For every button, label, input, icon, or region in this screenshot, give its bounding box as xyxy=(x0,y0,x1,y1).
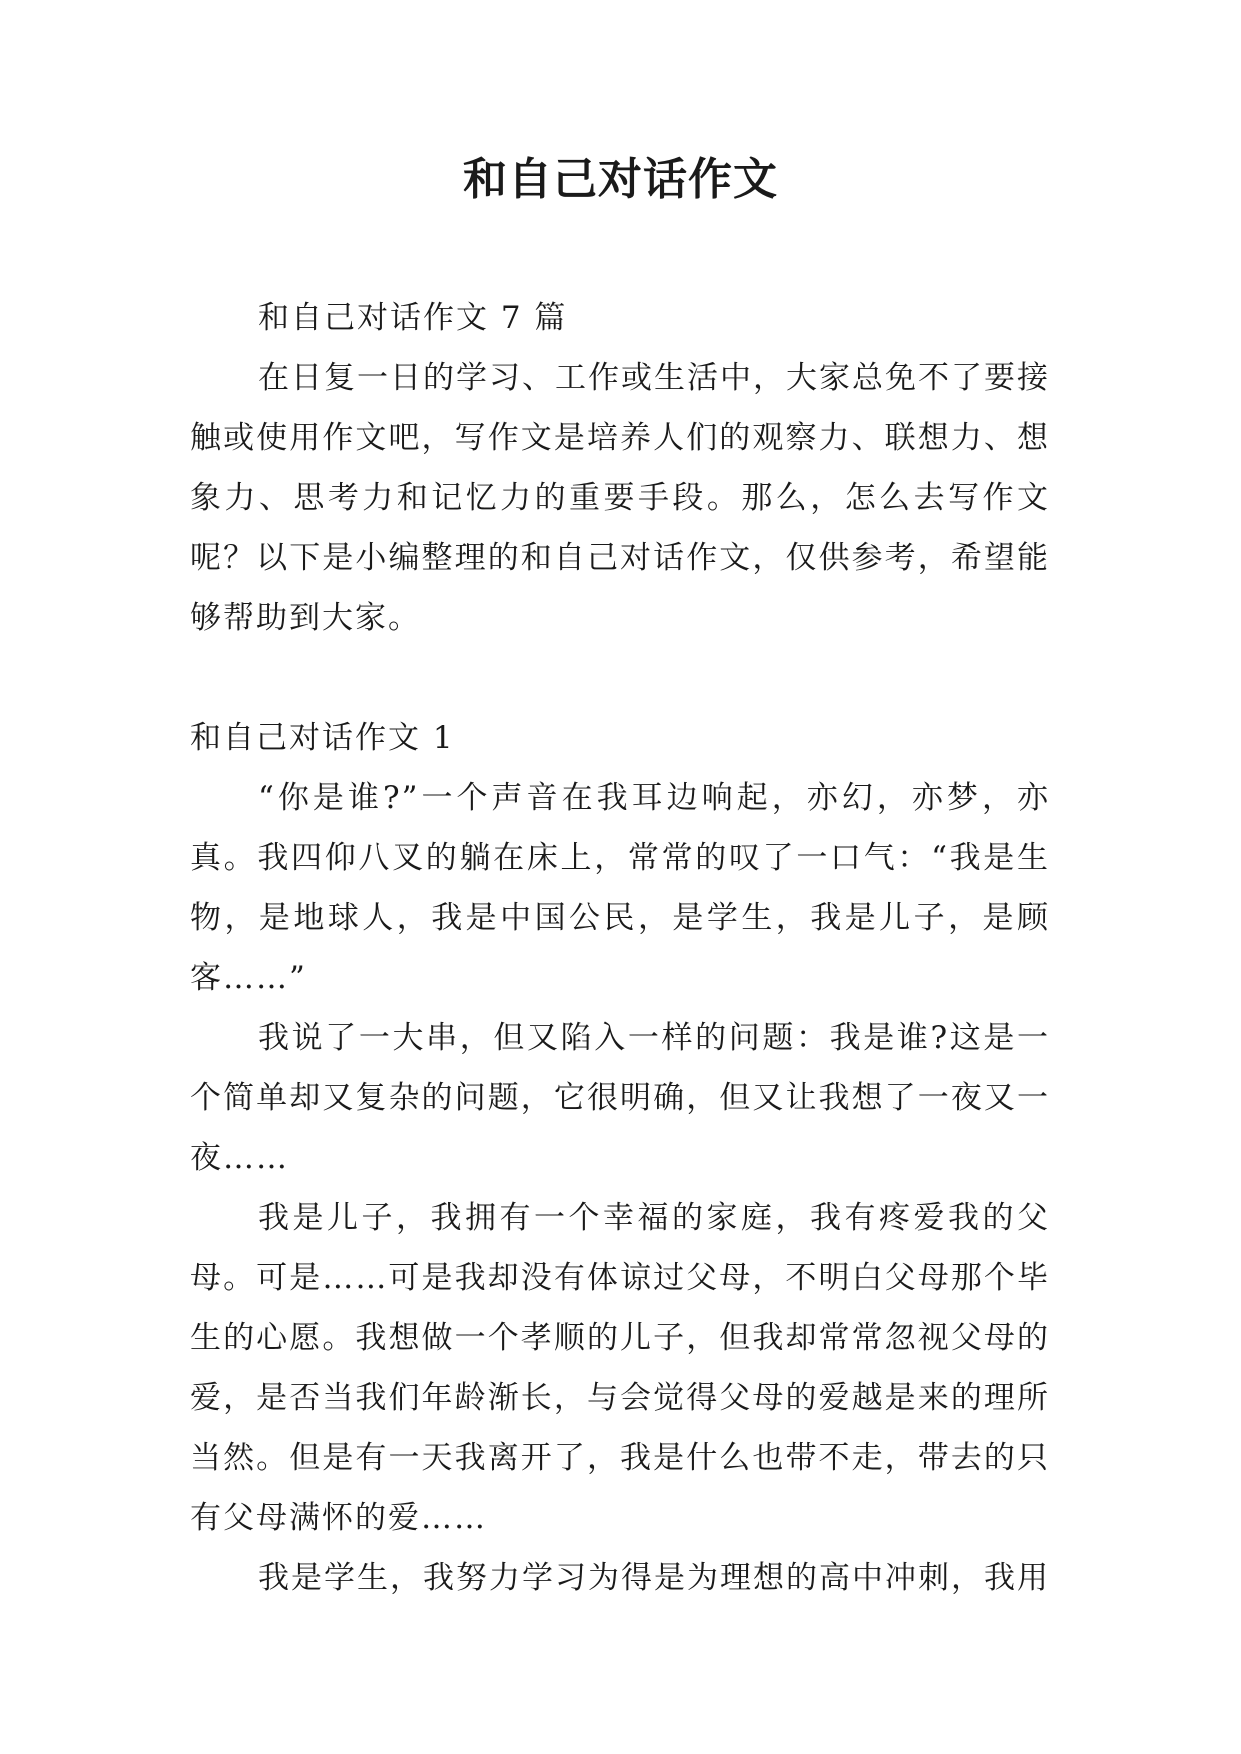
body-paragraph: 我是儿子，我拥有一个幸福的家庭，我有疼爱我的父母。可是……可是我却没有体谅过父母，不明白父母那个毕生的心愿。我想做一个孝顺的儿子，但我却常常忽视父母的爱，是否当我们年龄渐长，与会觉得父母的爱越是来的理所当然。但是有一天我离开了，我是什么也带不走，带去的只有父母满怀的爱…… xyxy=(190,1200,1050,1536)
document-title: 和自己对话作文 xyxy=(463,154,778,205)
intro-paragraph: 在日复一日的学习、工作或生活中，大家总免不了要接触或使用作文吧，写作文是培养人们的观察力、联想力、想象力、思考力和记忆力的重要手段。那么，怎么去写作文呢？以下是小编整理的和自己对话作文，仅供参考，希望能够帮助到大家。 xyxy=(190,360,1050,636)
body-paragraph: 我说了一大串，但又陷入一样的问题：我是谁?这是一个简单却又复杂的问题，它很明确，但又让我想了一夜又一夜…… xyxy=(190,1020,1050,1176)
document-subtitle: 和自己对话作文 7 篇 xyxy=(258,300,568,336)
body-paragraph: 我是学生，我努力学习为得是为理想的高中冲刺，我用 xyxy=(258,1560,1050,1596)
section-heading: 和自己对话作文 1 xyxy=(190,720,455,756)
document-body xyxy=(190,288,1050,1608)
body-paragraph: “你是谁?”一个声音在我耳边响起，亦幻，亦梦，亦真。我四仰八叉的躺在床上，常常的叹了一口气：“我是生物，是地球人，我是中国公民，是学生，我是儿子，是顾客……” xyxy=(190,780,1050,996)
